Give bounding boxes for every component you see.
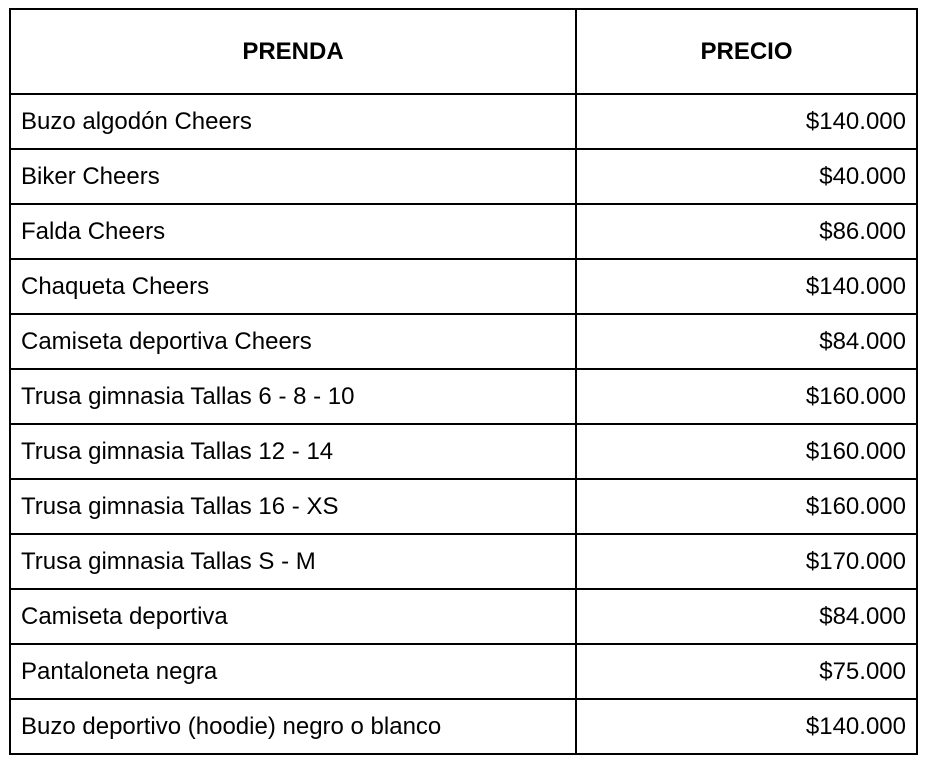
item-price-cell: $75.000 (576, 644, 917, 699)
item-price-cell: $160.000 (576, 424, 917, 479)
table-row (10, 314, 917, 369)
item-price-cell: $86.000 (576, 204, 917, 259)
item-name-cell: Biker Cheers (10, 149, 576, 204)
item-price-cell: $140.000 (576, 699, 917, 754)
item-name-cell: Camiseta deportiva (10, 589, 576, 644)
item-name-cell: Camiseta deportiva Cheers (10, 314, 576, 369)
column-header-item: PRENDA (10, 9, 576, 94)
item-price-cell: $170.000 (576, 534, 917, 589)
item-price-cell: $84.000 (576, 314, 917, 369)
item-price-cell: $140.000 (576, 94, 917, 149)
table-row (10, 149, 917, 204)
table-row (10, 259, 917, 314)
table-row (10, 94, 917, 149)
table-row (10, 644, 917, 699)
item-name-cell: Trusa gimnasia Tallas 12 - 14 (10, 424, 576, 479)
item-price-cell: $40.000 (576, 149, 917, 204)
item-name-cell: Trusa gimnasia Tallas S - M (10, 534, 576, 589)
item-name-cell: Trusa gimnasia Tallas 16 - XS (10, 479, 576, 534)
item-name-cell: Chaqueta Cheers (10, 259, 576, 314)
item-price-cell: $160.000 (576, 369, 917, 424)
table-row (10, 589, 917, 644)
table-row (10, 699, 917, 754)
item-name-cell: Falda Cheers (10, 204, 576, 259)
table-row (10, 369, 917, 424)
table-header-row (10, 9, 917, 94)
table-row (10, 424, 917, 479)
item-price-cell: $140.000 (576, 259, 917, 314)
item-name-cell: Pantaloneta negra (10, 644, 576, 699)
table-row (10, 479, 917, 534)
column-header-price: PRECIO (576, 9, 917, 94)
table-row (10, 204, 917, 259)
item-price-cell: $160.000 (576, 479, 917, 534)
item-price-cell: $84.000 (576, 589, 917, 644)
table-row (10, 534, 917, 589)
price-table (9, 8, 918, 755)
item-name-cell: Buzo deportivo (hoodie) negro o blanco (10, 699, 576, 754)
item-name-cell: Trusa gimnasia Tallas 6 - 8 - 10 (10, 369, 576, 424)
item-name-cell: Buzo algodón Cheers (10, 94, 576, 149)
